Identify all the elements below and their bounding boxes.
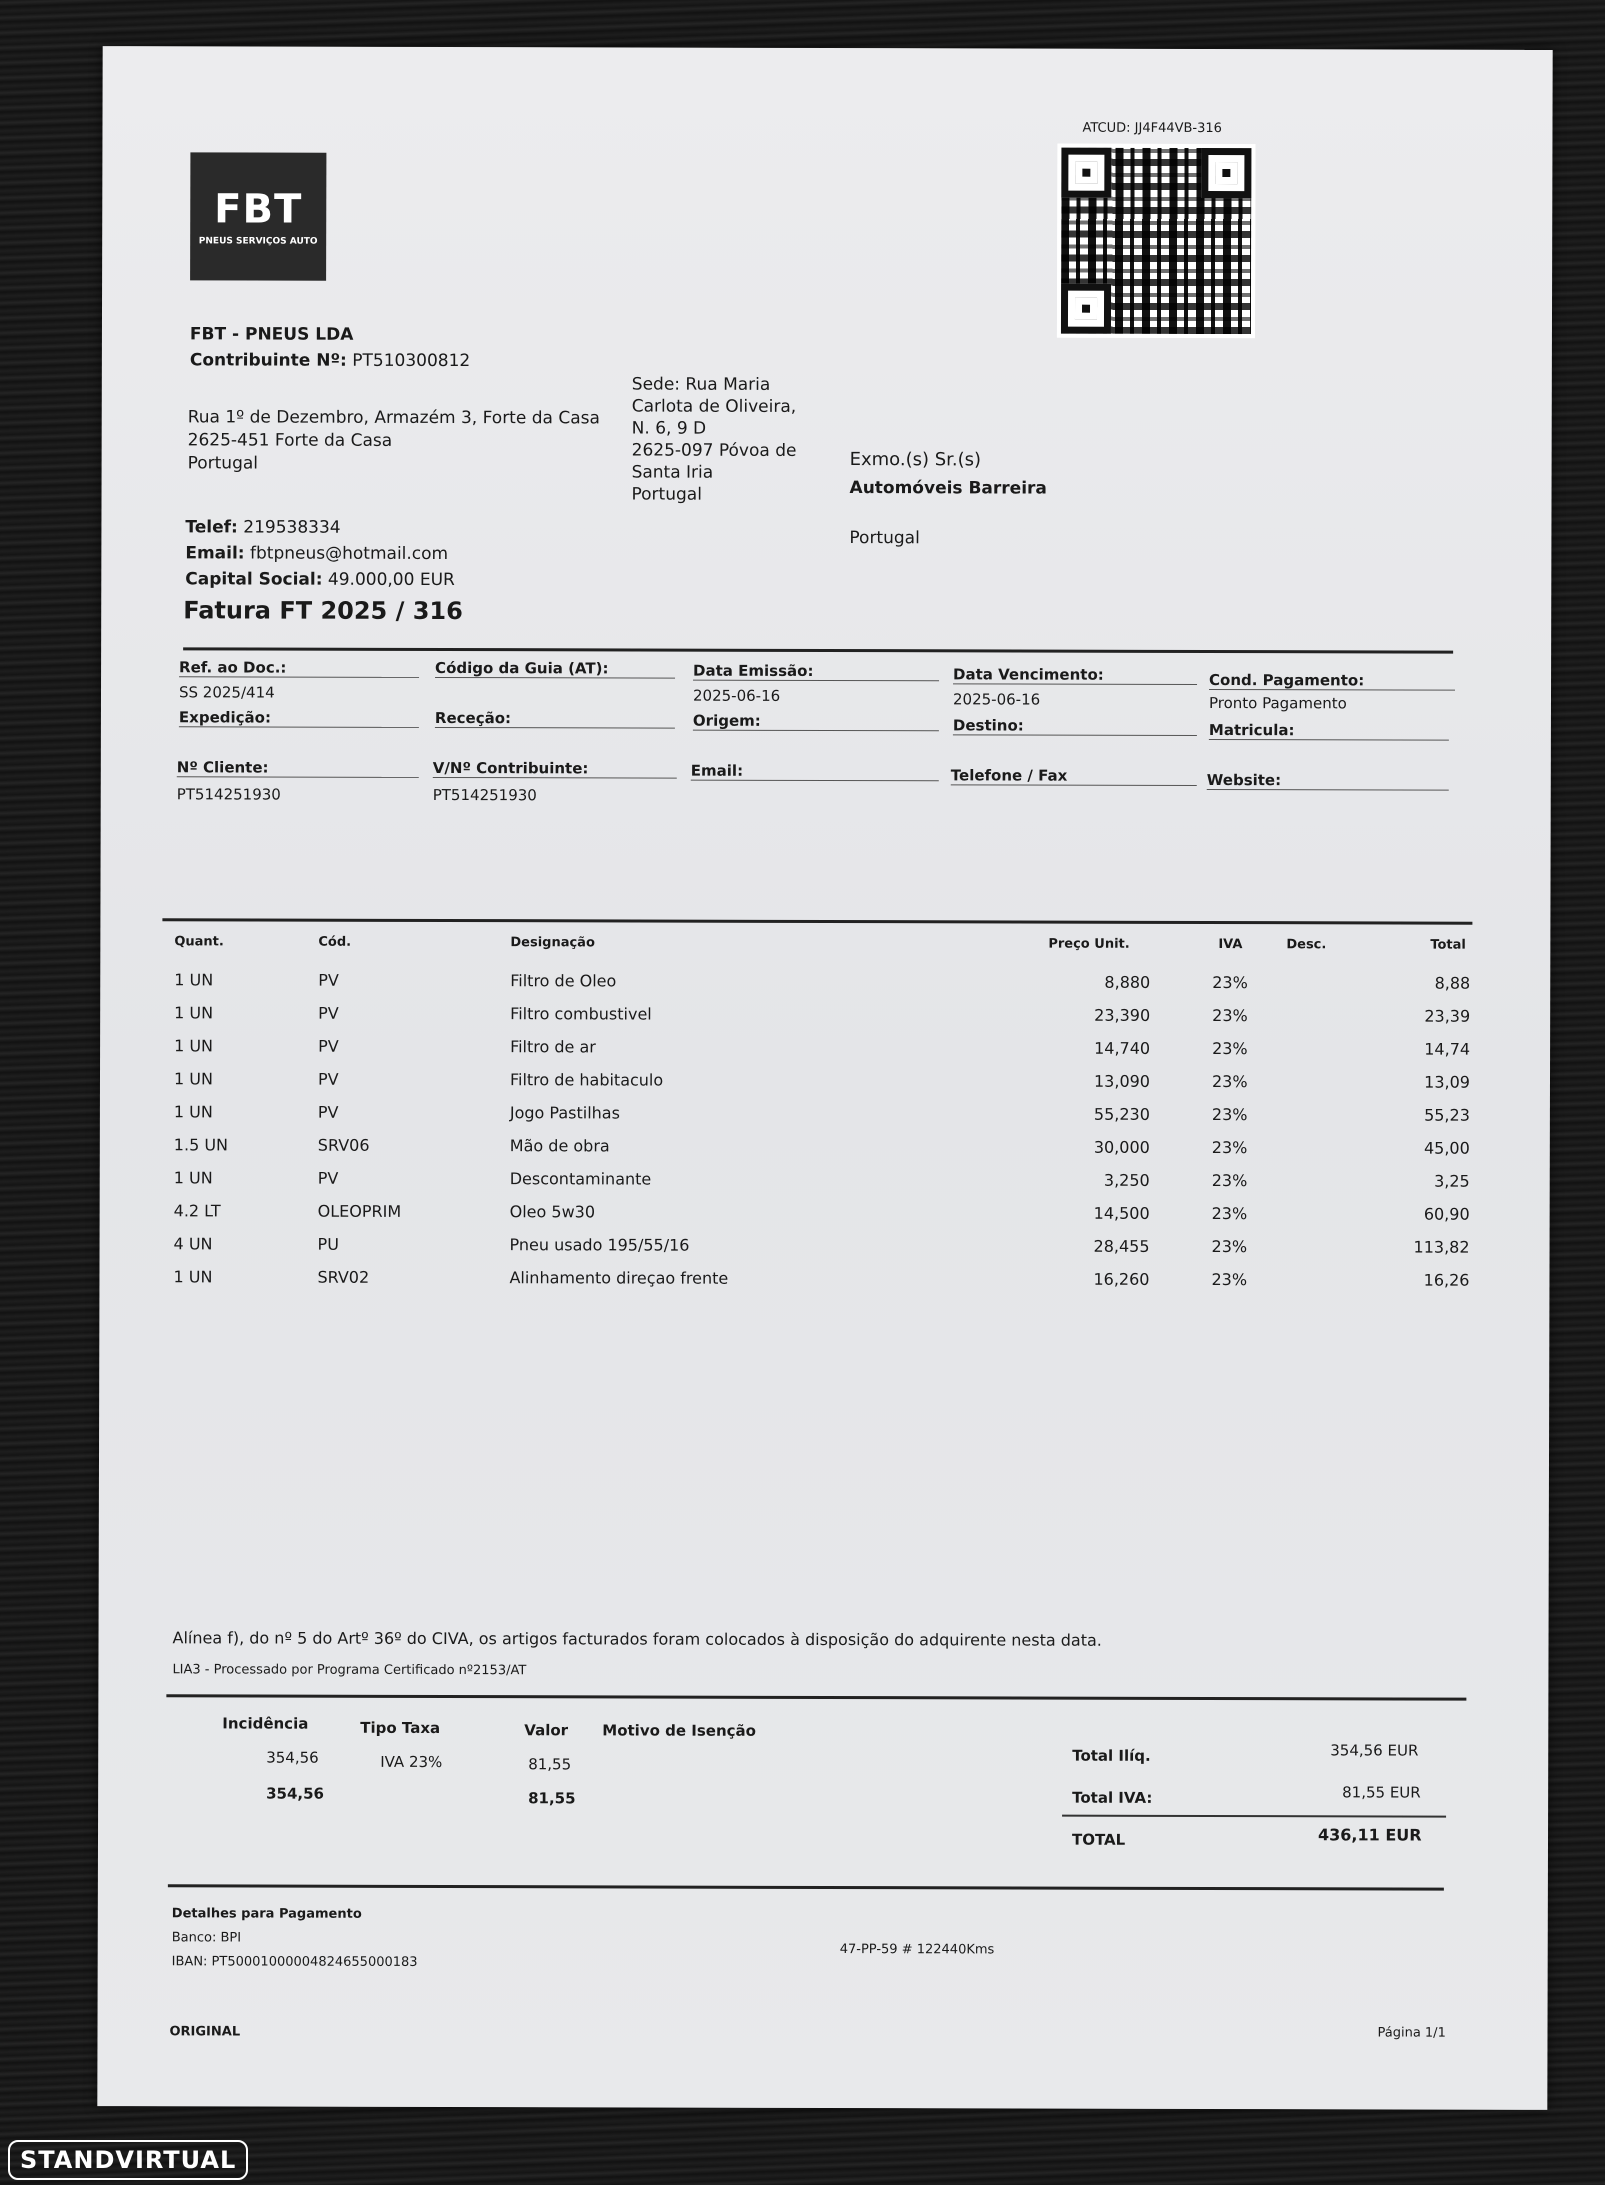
row-price: 23,390: [1094, 1005, 1151, 1025]
row-desc: Jogo Pastilhas: [509, 1103, 620, 1123]
payment-bank: Banco: BPI: [171, 1930, 242, 1946]
header-qty: Quant.: [174, 934, 224, 950]
row-qty: 4.2 LT: [173, 1201, 221, 1221]
row-total: 14,74: [1424, 1039, 1471, 1059]
total-iliq-value: 354,56 EUR: [1330, 1741, 1419, 1760]
row-desc: Filtro de ar: [510, 1037, 596, 1057]
row-total: 45,00: [1423, 1138, 1470, 1158]
field-destino: Destino:: [953, 716, 1197, 736]
field-website: Website:: [1207, 771, 1449, 791]
row-code: OLEOPRIM: [317, 1201, 402, 1221]
row-qty: 1 UN: [174, 1036, 214, 1056]
row-code: PV: [317, 1069, 339, 1089]
row-iva: 23%: [1211, 1204, 1248, 1224]
field-matricula: Matricula:: [1209, 721, 1449, 741]
certification-note: LIA3 - Processado por Programa Certificado nº2153/AT: [172, 1662, 527, 1679]
table-row: [100, 1201, 1550, 1229]
header-disc: Desc.: [1286, 937, 1327, 953]
original-mark: ORIGINAL: [169, 2024, 241, 2040]
tax-type-label: Tipo Taxa: [360, 1718, 441, 1737]
customer-block: Exmo.(s) Sr.(s) Automóveis Barreira Portugal: [849, 449, 1047, 549]
row-code: PV: [318, 970, 339, 990]
field-origem: Origem:: [693, 712, 939, 732]
row-price: 55,230: [1093, 1104, 1150, 1124]
row-qty: 1 UN: [173, 1267, 213, 1287]
row-price: 13,090: [1093, 1071, 1151, 1091]
field-expedicao: Expedição:: [179, 708, 419, 728]
row-code: PV: [317, 1102, 339, 1122]
title-rule: [183, 647, 1453, 653]
row-qty: 1 UN: [173, 1168, 213, 1188]
row-iva: 23%: [1212, 1006, 1248, 1026]
row-iva: 23%: [1212, 1039, 1248, 1059]
row-price: 3,250: [1103, 1170, 1150, 1190]
row-price: 16,260: [1093, 1269, 1150, 1289]
row-desc: Filtro de Oleo: [510, 971, 617, 991]
row-total: 55,23: [1424, 1105, 1470, 1125]
logo-subtitle: PNEUS SERVIÇOS AUTO: [198, 235, 318, 247]
table-row: [100, 1135, 1550, 1163]
row-iva: 23%: [1211, 1237, 1248, 1257]
row-price: 14,740: [1094, 1038, 1151, 1058]
table-row: [100, 1003, 1550, 1031]
field-telefone: Telefone / Fax: [951, 766, 1197, 786]
total-iliq-label: Total Ilíq.: [1072, 1746, 1151, 1765]
payment-iban: IBAN: PT50001000004824655000183: [171, 1954, 418, 1970]
table-row: [100, 1234, 1550, 1262]
row-desc: Pneu usado 195/55/16: [509, 1235, 690, 1255]
row-total: 8,88: [1434, 973, 1471, 993]
row-iva: 23%: [1211, 1270, 1248, 1290]
row-code: PV: [318, 1036, 339, 1056]
invoice-title: Fatura FT 2025 / 316: [183, 596, 463, 626]
row-price: 8,880: [1104, 972, 1151, 992]
total-iva-label: Total IVA:: [1072, 1788, 1153, 1807]
field-pagamento: Cond. Pagamento: Pronto Pagamento: [1209, 671, 1455, 713]
row-total: 3,25: [1434, 1171, 1470, 1191]
row-code: SRV02: [317, 1267, 370, 1287]
tax-type-value: IVA 23%: [380, 1752, 443, 1772]
row-desc: Oleo 5w30: [509, 1202, 596, 1222]
row-desc: Mão de obra: [509, 1136, 610, 1156]
qr-code: [1057, 144, 1256, 339]
header-total: Total: [1430, 937, 1466, 953]
row-price: 30,000: [1093, 1137, 1150, 1157]
total-iva-value: 81,55 EUR: [1342, 1783, 1421, 1802]
row-code: SRV06: [317, 1135, 370, 1155]
grand-total-label: TOTAL: [1071, 1830, 1126, 1849]
tax-value-label: Valor: [524, 1721, 569, 1740]
total-rule: [1062, 1815, 1446, 1818]
header-iva: IVA: [1218, 937, 1243, 953]
row-code: PV: [318, 1003, 339, 1023]
company-sede: Sede: Rua Maria Carlota de Oliveira, N. 6, 9 D 2625-097 Póvoa de Santa Iria Portugal: [631, 374, 797, 505]
row-total: 16,26: [1423, 1270, 1470, 1290]
row-iva: 23%: [1211, 1138, 1248, 1158]
company-logo: [190, 152, 326, 280]
field-rececao: Receção:: [435, 709, 675, 729]
row-qty: 1 UN: [174, 970, 214, 990]
field-emissao: Data Emissão: 2025-06-16: [693, 662, 939, 706]
row-qty: 1.5 UN: [173, 1135, 229, 1155]
row-desc: Descontaminante: [509, 1169, 652, 1189]
row-price: 28,455: [1093, 1236, 1150, 1256]
row-iva: 23%: [1211, 1171, 1248, 1191]
field-vnif: V/Nº Contribuinte: PT514251930: [433, 759, 677, 805]
row-qty: 1 UN: [173, 1102, 213, 1122]
row-total: 13,09: [1424, 1072, 1471, 1092]
row-desc: Filtro de habitaculo: [509, 1070, 664, 1090]
field-guia: Código da Guia (AT):: [435, 659, 675, 679]
table-row: [99, 1267, 1549, 1295]
payment-title: Detalhes para Pagamento: [171, 1906, 362, 1922]
field-email: Email:: [691, 762, 939, 782]
company-contacts: Telef: 219538334 Email: fbtpneus@hotmail.com Capital Social: 49.000,00 EUR: [185, 517, 455, 591]
row-total: 23,39: [1424, 1006, 1471, 1026]
row-total: 60,90: [1423, 1204, 1470, 1224]
legal-note: Alínea f), do nº 5 do Artº 36º do CIVA, os artigos facturados foram colocados à disposição do adquirente nesta data.: [172, 1628, 1102, 1650]
vehicle-note: 47-PP-59 # 122440Kms: [839, 1942, 995, 1958]
table-row: [100, 970, 1550, 998]
table-top-rule: [162, 918, 1472, 924]
company-address: Rua 1º de Dezembro, Armazém 3, Forte da Casa 2625-451 Forte da Casa Portugal: [187, 407, 600, 474]
row-price: 14,500: [1093, 1203, 1150, 1223]
row-iva: 23%: [1212, 973, 1248, 993]
row-desc: Filtro combustivel: [510, 1004, 652, 1024]
row-total: 113,82: [1413, 1237, 1470, 1257]
tax-inc-value: 354,56: [266, 1748, 319, 1767]
atcud-code: ATCUD: JJ4F44VB-316: [1082, 120, 1222, 137]
company-name: FBT - PNEUS LDA: [189, 324, 354, 345]
tax-amount-total: 81,55: [528, 1789, 576, 1808]
header-code: Cód.: [318, 934, 352, 950]
row-desc: Alinhamento direçao frente: [509, 1268, 729, 1288]
table-row: [100, 1036, 1550, 1064]
row-iva: 23%: [1211, 1105, 1248, 1125]
invoice-sheet: [97, 46, 1552, 2110]
row-iva: 23%: [1211, 1072, 1248, 1092]
logo-mark: FBT: [214, 185, 303, 233]
row-qty: 4 UN: [173, 1234, 213, 1254]
table-header: [100, 934, 1550, 960]
field-ref: Ref. ao Doc.: SS 2025/414: [179, 658, 419, 702]
tax-amount-value: 81,55: [528, 1755, 572, 1774]
field-cliente: Nº Cliente: PT514251930: [177, 758, 419, 804]
tax-inc-total: 354,56: [266, 1784, 325, 1803]
footer-rule: [168, 1884, 1444, 1890]
page-number: Página 1/1: [1377, 2025, 1446, 2041]
row-qty: 1 UN: [173, 1069, 213, 1089]
watermark-logo: STANDVIRTUAL: [8, 2140, 248, 2180]
table-row: [100, 1102, 1550, 1130]
tax-inc-label: Incidência: [222, 1714, 309, 1733]
grand-total-value: 436,11 EUR: [1317, 1825, 1422, 1845]
table-row: [100, 1168, 1550, 1196]
summary-top-rule: [166, 1694, 1466, 1700]
row-code: PU: [317, 1234, 339, 1254]
header-desc: Designação: [510, 935, 595, 951]
field-vencimento: Data Vencimento: 2025-06-16: [953, 665, 1197, 709]
table-row: [100, 1069, 1550, 1097]
tax-reason-label: Motivo de Isenção: [602, 1721, 756, 1740]
row-code: PV: [317, 1168, 339, 1188]
company-nif: Contribuinte Nº: PT510300812: [189, 350, 471, 372]
row-qty: 1 UN: [174, 1003, 214, 1023]
header-price: Preço Unit.: [1048, 936, 1130, 952]
